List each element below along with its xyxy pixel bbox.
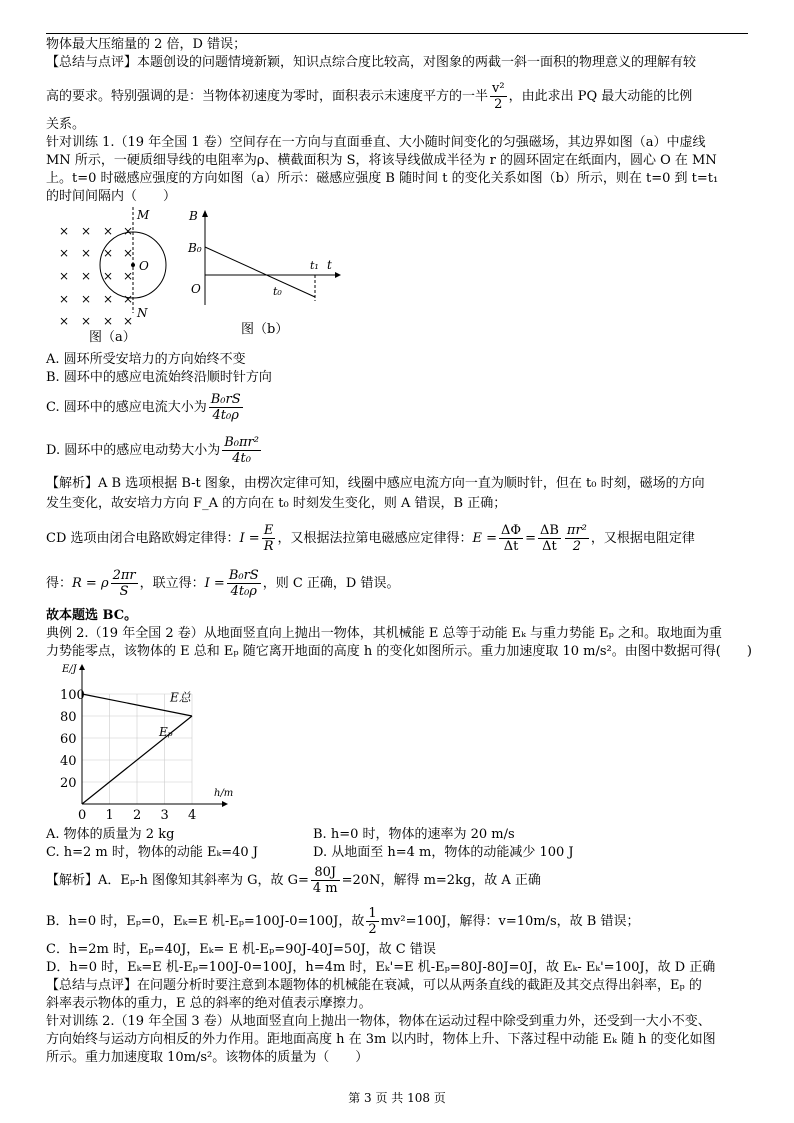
svg-text:×: × [81,314,92,328]
svg-text:×: × [59,292,70,306]
energy-chart [50,662,250,822]
solution-line: 得：R = ρ $\frac{2\pi r}{S}$ ，联立得：I = $\frac{\text{B₀rS}}{\text{4t₀ρ}}$ ，则 C 正确，D 错误。 [46,568,400,599]
question-line: 的时间间隔内（ ） [46,189,177,204]
axis-t: t [327,258,332,272]
x-tick-label: 2 [133,808,142,822]
caption-b: 图（b） [241,322,289,337]
x-tick-label: 0 [78,808,87,822]
summary-line: 高的要求。特别强调的是：当物体初速度为零时，面积表示末速度平方的一半 $\frac{\text{v²}}{2}$ ，由此求出 PQ 最大动能的比例 [46,81,693,112]
x-tick-label: 1 [105,808,114,822]
y-tick-label: 40 [60,754,77,769]
svg-text:×: × [103,292,114,306]
x-tick-label: 3 [160,808,169,822]
x-tick-label: 4 [188,808,197,822]
svg-text:×: × [123,246,134,260]
y-tick-label: 100 [60,688,85,703]
example-line: 典例 2.（19 年全国 2 卷）从地面竖直向上抛出一物体，其机械能 E 总等于动能 Eₖ 与重力势能 Eₚ 之和。取地面为重 [46,626,722,641]
caption-a: 图（a） [89,330,136,345]
figure-a [55,205,175,345]
x-axis-label: h/m [214,788,234,799]
choice-a: A. 物体的质量为 2 kg [46,827,175,842]
svg-text:×: × [59,224,70,238]
label-o: O [139,259,149,273]
svg-text:×: × [123,224,134,238]
header-rule [46,33,748,34]
y-axis-arrow [79,664,85,670]
analysis-line: B．h=0 时，Eₚ=0，Eₖ=E 机-Eₚ=100J-0=100J，故 $\frac{1}{2}$ mv²=100J，解得：v=10m/s，故 B 错误； [46,906,640,937]
figure-b [185,205,345,340]
svg-text:×: × [81,292,92,306]
axis-b: B [189,209,198,223]
analysis-line: 【解析】A．Eₚ-h 图像知其斜率为 G，故 G= $\frac{80J}{4 m}$ =20N，解得 m=2kg，故 A 正确 [46,865,541,896]
summary-line: 【总结与点评】在问题分析时要注意到本题物体的机械能在衰减，可以从两条直线的截距及其交点得出斜率，Eₚ 的 [46,978,702,993]
svg-text:×: × [59,246,70,260]
svg-text:×: × [123,269,134,283]
series-label-total: E总 [170,690,191,705]
svg-text:×: × [103,246,114,260]
example-line: 力势能零点，该物体的 E 总和 Eₚ 随它离开地面的高度 h 的变化如图所示。重力加速度取 10 m/s²。由图中数据可得( ) [46,644,752,659]
svg-text:×: × [59,314,70,328]
label-n: N [137,306,148,320]
svg-text:×: × [103,224,114,238]
question-line: MN 所示，一硬质细导线的电阻率为ρ、横截面积为 S，将该导线做成半径为 r 的圆环固定在纸面内，圆心 O 在 MN [46,153,717,168]
training-line: 针对训练 2.（19 年全国 3 卷）从地面竖直向上抛出一物体，物体在运动过程中除受到重力外，还受到一大小不变、 [46,1014,711,1029]
label-m: M [137,208,150,222]
solution-line: 【解析】A B 选项根据 B-t 图象，由楞次定律可知，线圈中感应电流方向一直为顺时针，但在 t₀ 时刻，磁场的方向 [46,476,705,491]
option-d: D. 圆环中的感应电动势大小为 $\frac{\text{B₀πr²}}{\text{4t₀}}$ [46,435,259,466]
summary-line: 斜率表示物体的重力，E 总的斜率的绝对值表示摩擦力。 [46,996,372,1011]
summary-line: 【总结与点评】本题创设的问题情境新颖，知识点综合度比较高，对图象的两截一斜一面积的物理意义的理解有较 [46,55,697,70]
text-line: 物体最大压缩量的 2 倍，D 错误； [46,37,247,52]
svg-text:×: × [103,269,114,283]
question-line: 上。t=0 时磁感应强度的方向如图（a）所示：磁感应强度 B 随时间 t 的变化关系如图（b）所示，则在 t=0 到 t=t₁ [46,171,719,186]
svg-text:×: × [123,314,134,328]
option-c: C. 圆环中的感应电流大小为 $\frac{\text{B₀rS}}{\text{4t₀ρ}}$ [46,392,241,423]
label-t0: t₀ [273,285,282,298]
answer-line: 故本题选 BC。 [46,608,138,623]
option-a: A. 圆环所受安培力的方向始终不变 [46,352,246,367]
y-axis-label: E/J [62,664,77,675]
label-o: O [191,282,201,296]
choice-c: C. h=2 m 时，物体的动能 Eₖ=40 J [46,845,259,860]
choice-b: B. h=0 时，物体的速率为 20 m/s [313,827,515,842]
svg-text:×: × [123,292,134,306]
svg-text:×: × [59,269,70,283]
question-line: 针对训练 1.（19 年全国 1 卷）空间存在一方向与直面垂直、大小随时间变化的匀强磁场，其边界如图（a）中虚线 [46,135,706,150]
svg-text:×: × [81,246,92,260]
solution-line: CD 选项由闭合电路欧姆定律得：I = $\frac{E}{R}$ ，又根据法拉第电磁感应定律得：E = $\frac{\Delta\Phi}{\Delta t}$ = $\frac{\Delta B}{\Delta t}$ $\frac{\text{πr²}}{2}$ ，又根据电阻定律 [46,523,695,554]
analysis-line: C．h=2m 时，Eₚ=40J，Eₖ= E 机-Eₚ=90J-40J=50J，故 C 错误 [46,942,436,957]
svg-text:×: × [103,314,114,328]
label-b0: B₀ [188,241,202,255]
x-axis-arrow [222,801,228,807]
text-line: 关系。 [46,117,86,132]
solution-line: 发生变化，故安培力方向 F_A 的方向在 t₀ 时刻发生变化，则 A 错误，B 正确； [46,496,507,511]
option-b: B. 圆环中的感应电流始终沿顺时针方向 [46,370,272,385]
training-line: 所示。重力加速度取 10m/s²。该物体的质量为（ ） [46,1050,369,1065]
y-tick-label: 20 [60,776,77,791]
page-footer: 第 3 页 共 108 页 [348,1091,446,1105]
svg-text:×: × [81,269,92,283]
analysis-line: D．h=0 时，Eₖ=E 机-Eₚ=100J-0=100J，h=4m 时，Eₖ'=E 机-Eₚ=80J-80J=0J，故 Eₖ- Eₖ'=100J，故 D 正确 [46,960,716,975]
label-t1: t₁ [310,259,319,272]
y-tick-label: 80 [60,710,77,725]
svg-text:×: × [81,224,92,238]
series-label-ep: Eₚ [159,724,173,739]
y-tick-label: 60 [60,732,77,747]
choice-d: D. 从地面至 h=4 m，物体的动能减少 100 J [313,845,574,860]
training-line: 方向始终与运动方向相反的外力作用。距地面高度 h 在 3m 以内时，物体上升、下落过程中动能 Eₖ 随 h 的变化如图 [46,1032,716,1047]
